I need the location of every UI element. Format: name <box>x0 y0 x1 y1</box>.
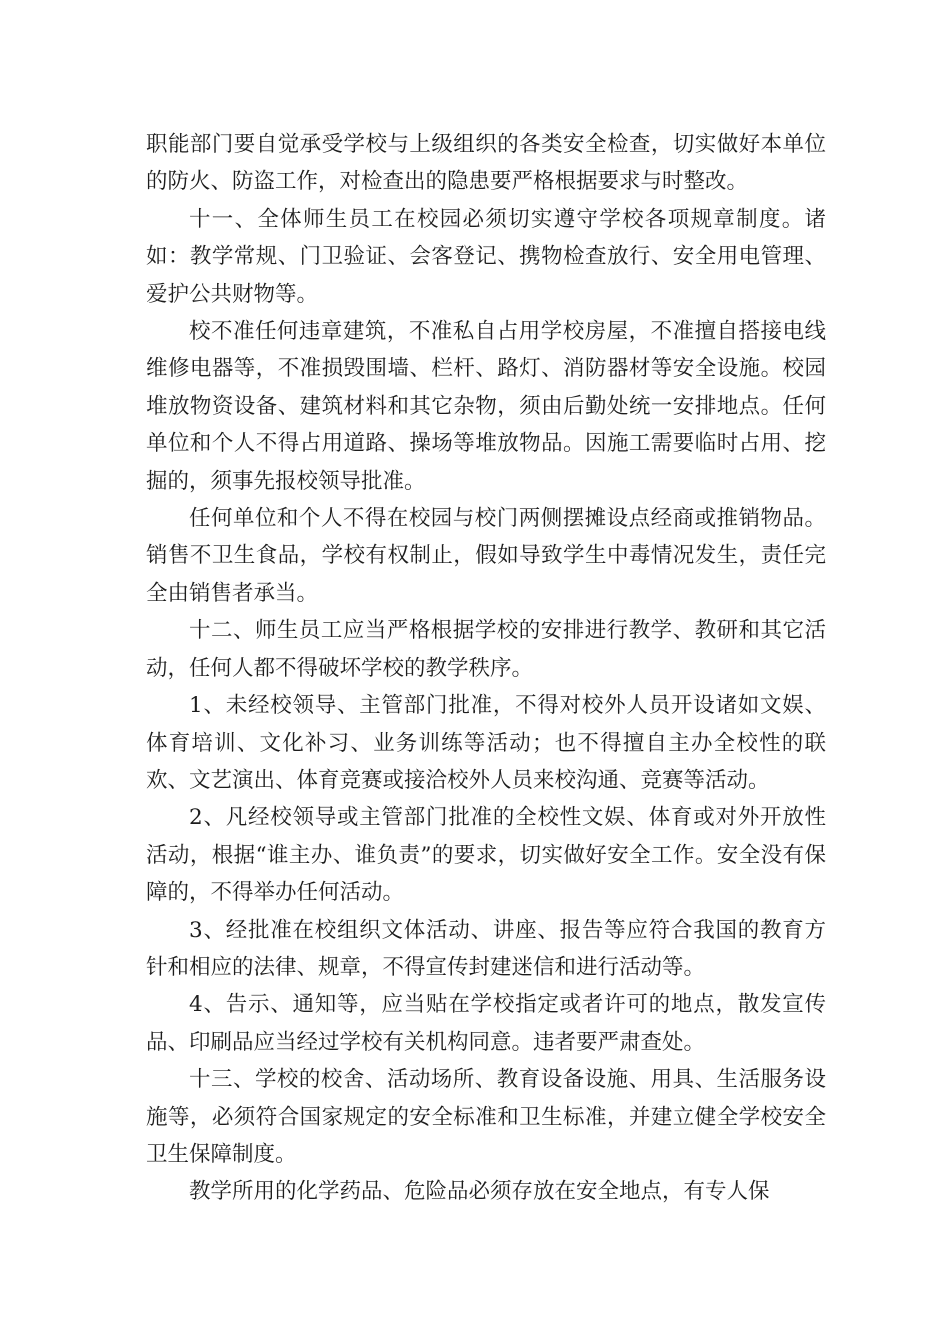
paragraph-chemicals: 教学所用的化学药品、危险品必须存放在安全地点，有专人保 <box>189 1179 770 1205</box>
paragraph-continuation: 职能部门要自觉承受学校与上级组织的各类安全检查，切实做好本单位的防火、防盗工作，对检查出的隐患要严格根据要求与时整改。 <box>146 132 826 195</box>
paragraph-item-13: 十三、学校的校舍、活动场所、教育设备设施、用具、生活服务设施等，必须符合国家规定的安全标准和卫生标准，并建立健全学校安全卫生保障制度。 <box>146 1067 826 1167</box>
paragraph-item-12-4: 4、告示、通知等，应当贴在学校指定或者许可的地点，散发宣传品、印刷品应当经过学校有关机构同意。违者要严肃查处。 <box>146 992 826 1055</box>
paragraph-vendor-rules: 任何单位和个人不得在校园与校门两侧摆摊设点经商或推销物品。销售不卫生食品，学校有权制止，假如导致学生中毒情况发生，责任完全由销售者承当。 <box>146 506 826 606</box>
paragraph-item-12-2: 2、凡经校领导或主管部门批准的全校性文娱、体育或对外开放性活动，根据“谁主办、谁负责”的要求，切实做好安全工作。安全没有保障的，不得举办任何活动。 <box>146 805 826 906</box>
document-body <box>146 126 826 1211</box>
paragraph-item-11: 十一、全体师生员工在校园必须切实遵守学校各项规章制度。诸如：教学常规、门卫验证、会客登记、携物检查放行、安全用电管理、爱护公共财物等。 <box>146 206 826 307</box>
paragraph-item-12: 十二、师生员工应当严格根据学校的安排进行教学、教研和其它活动，任何人都不得破坏学校的教学秩序。 <box>146 618 826 681</box>
paragraph-construction-rules: 校不准任何违章建筑，不准私自占用学校房屋，不准擅自搭接电线维修电器等，不准损毁围墙、栏杆、路灯、消防器材等安全设施。校园堆放物资设备、建筑材料和其它杂物，须由后勤处统一安排地点。任何单位和个人不得占用道路、操场等堆放物品。因施工需要临时占用、挖掘的，须事先报校领导批准。 <box>146 319 826 494</box>
paragraph-item-12-1: 1、未经校领导、主管部门批准，不得对校外人员开设诸如文娱、体育培训、文化补习、业务训练等活动；也不得擅自主办全校性的联欢、文艺演出、体育竞赛或接洽校外人员来校沟通、竞赛等活动。 <box>146 693 826 793</box>
paragraph-item-12-3: 3、经批准在校组织文体活动、讲座、报告等应符合我国的教育方针和相应的法律、规章，不得宣传封建迷信和进行活动等。 <box>146 917 826 980</box>
